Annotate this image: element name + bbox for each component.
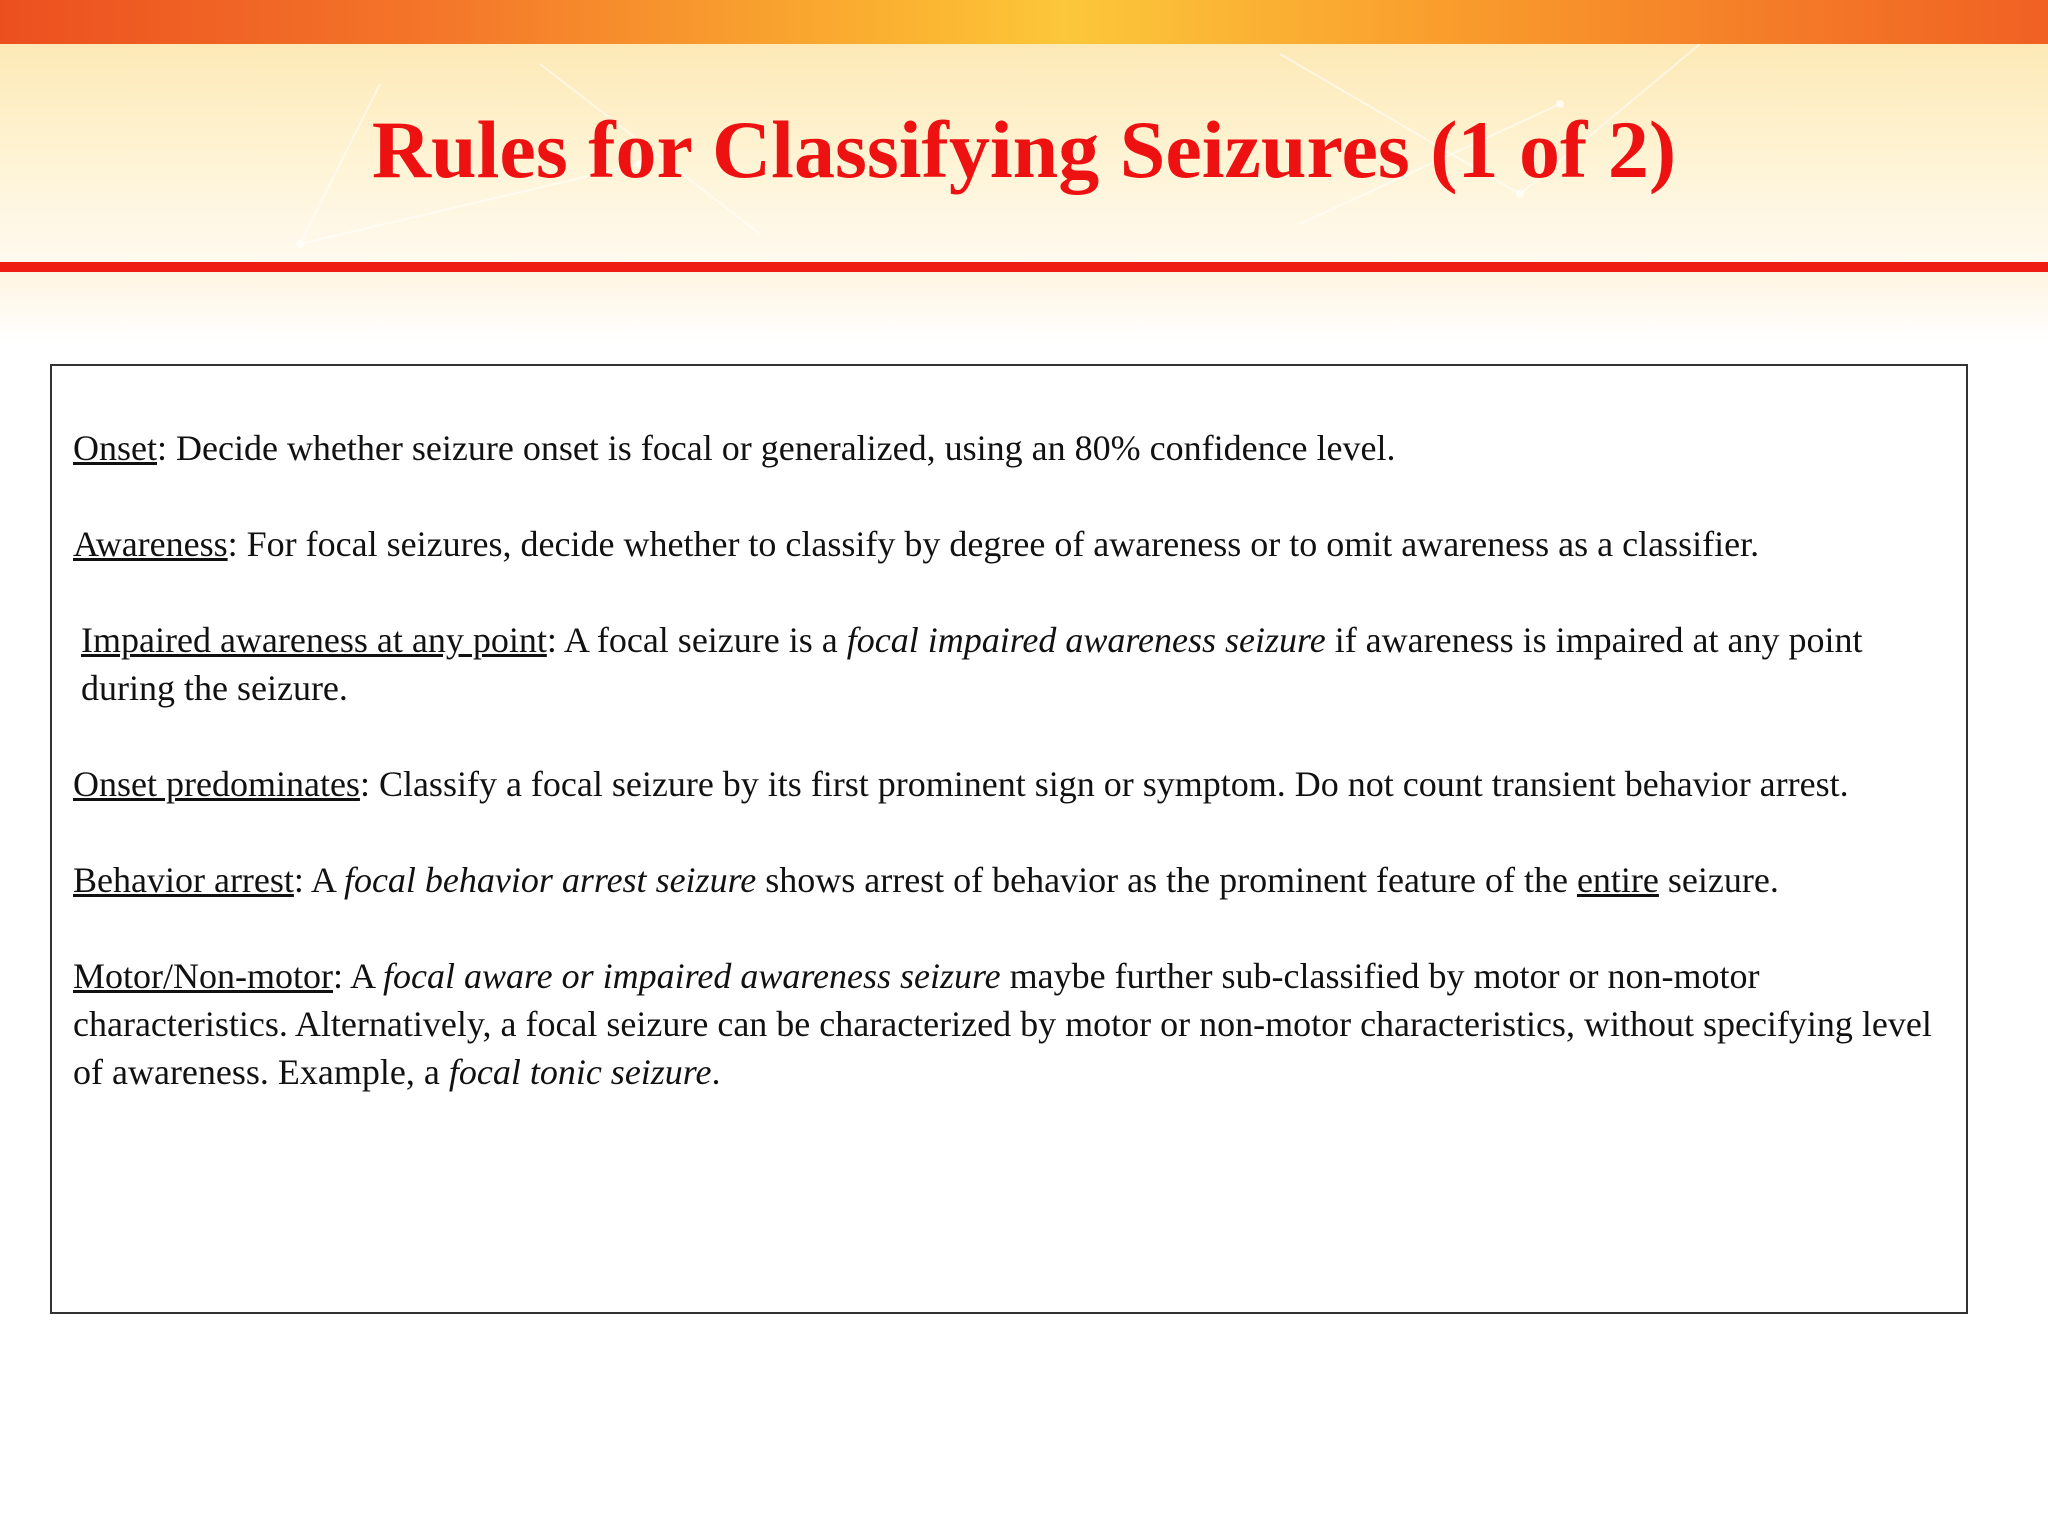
rule-text: : A [332, 956, 384, 996]
rule-text: shows arrest of behavior as the prominent feature of the [756, 860, 1577, 900]
rule-text: if awareness is impaired at any point during the seizure. [81, 620, 1863, 708]
top-color-stripe [0, 0, 2048, 44]
rules-box [50, 364, 1968, 1314]
rule-onset-predominates [73, 760, 1940, 808]
rule-text: . [711, 1052, 721, 1092]
rule-label: Onset predominates [73, 764, 360, 804]
rule-awareness [73, 520, 1940, 568]
header-glow [0, 272, 2048, 342]
rule-label: Awareness [73, 524, 228, 564]
rule-text: : Decide whether seizure onset is focal or generalized, using an 80% confidence level. [157, 428, 1396, 468]
slide-title: Rules for Classifying Seizures (1 of 2) [371, 104, 1677, 195]
rule-text: seizure. [1658, 860, 1779, 900]
rule-label: Behavior arrest [73, 860, 294, 900]
rule-impaired-awareness [73, 616, 1940, 712]
rule-text: : A [293, 860, 344, 900]
rule-label: Impaired awareness at any point [81, 620, 547, 660]
rule-italic-term: focal behavior arrest seizure [343, 860, 757, 900]
rule-text: : A focal seizure is a [546, 620, 847, 660]
rule-text: : For focal seizures, decide whether to classify by degree of awareness or to omit awareness as a classifier. [227, 524, 1760, 564]
rule-label: Motor/Non-motor [73, 956, 333, 996]
rule-label: Onset [73, 428, 157, 468]
rule-underlined-word: entire [1576, 860, 1659, 900]
rule-italic-term: focal tonic seizure [448, 1052, 712, 1092]
rule-onset [73, 424, 1940, 472]
rule-behavior-arrest [73, 856, 1940, 904]
rule-italic-term: focal aware or impaired awareness seizure [383, 956, 1001, 996]
rule-text: : Classify a focal seizure by its first prominent sign or symptom. Do not count transient behavior arrest. [359, 764, 1849, 804]
title-underline-rule [0, 262, 2048, 272]
rule-motor-non-motor [73, 952, 1940, 1096]
rule-italic-term: focal impaired awareness seizure [846, 620, 1326, 660]
rule-text: maybe further sub-classified by motor or non-motor characteristics. Alternatively, a focal seizure can be characterized by motor or non-motor characteristics, without specifying level of awareness. Example, a [73, 956, 1932, 1092]
